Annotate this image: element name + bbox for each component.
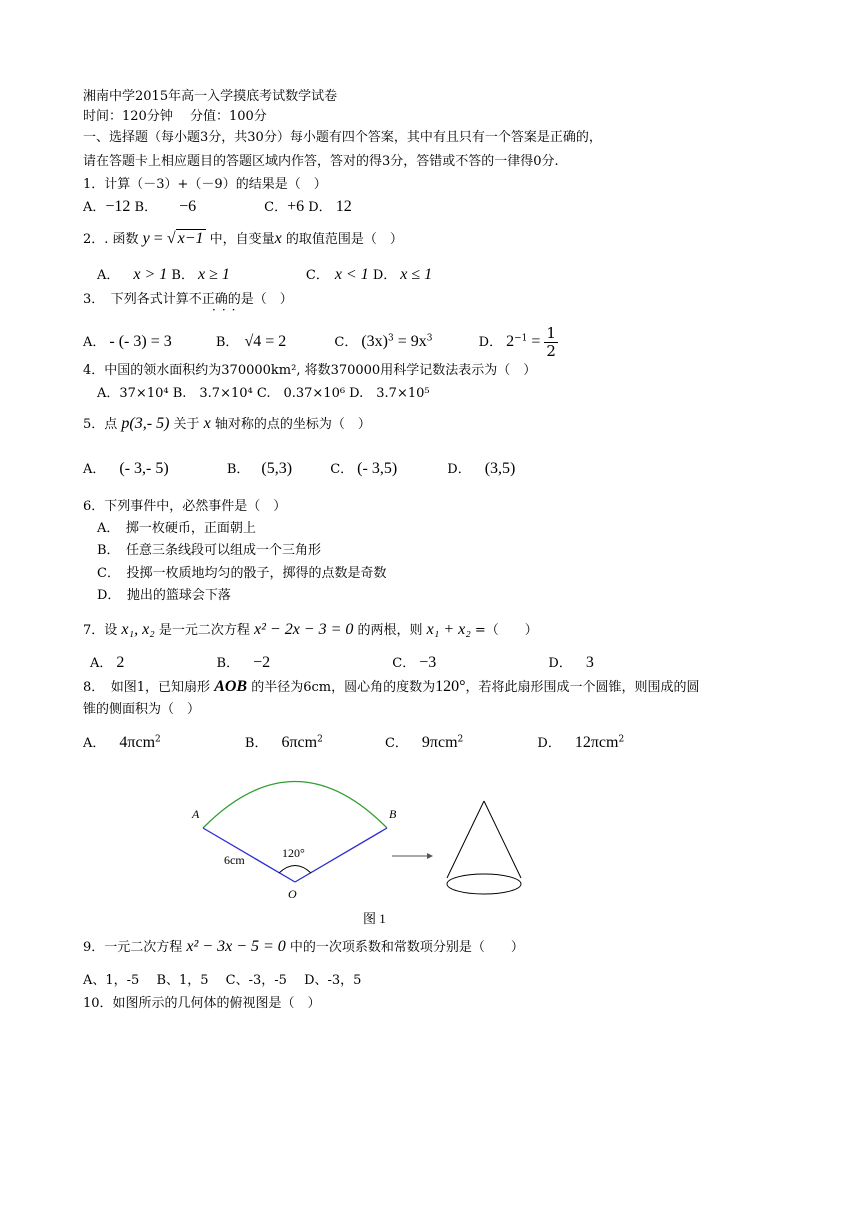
- question-8-line-2: 锥的侧面积为（ ）: [83, 702, 201, 717]
- arrow-head: [427, 853, 433, 859]
- question-4-options: A．37×10⁴ B. 3.7×10⁴ C. 0.37×10⁶ D. 3.7×10⁵: [97, 386, 430, 401]
- question-3-options: A． - (- 3) = 3 B． √4 = 2 C． $(3x)^3 = 9x^3$ D． $2^{-1}$ = $\frac{1}{2}$: [83, 324, 556, 360]
- section-instructions-1: 一、选择题（每小题3分，共30分）每小题有四个答案，其中有且只有一个答案是正确的，: [83, 130, 602, 145]
- sector-arc: [203, 782, 387, 829]
- label-angle: 120°: [282, 846, 305, 860]
- sector-radius-ob: [295, 828, 387, 882]
- exam-title: 湘南中学2015年高一入学摸底考试数学试卷: [83, 89, 338, 104]
- question-7-options: A． 2 B． −2 C． −3 D． 3: [90, 654, 594, 671]
- question-2-options: A． x > 1 B． x ≥ 1 C． x < 1 D． x ≤ 1: [97, 266, 433, 283]
- question-6-option-a: A． 掷一枚硬币，正面朝上: [97, 521, 256, 536]
- question-7-stem: 7．设 x₁, x₂ 是一元二次方程 x² − 2x − 3 = 0 的两根，则 x₁ + x₂ =（ ）: [83, 621, 538, 638]
- cone-right-edge: [484, 801, 521, 878]
- question-10-stem: 10．如图所示的几何体的俯视图是（ ）: [83, 996, 321, 1011]
- angle-arc: [279, 866, 311, 874]
- question-9-options: A、1，-5 B、1，5 C、-3，-5 D、-3，5: [83, 973, 362, 988]
- label-o: O: [288, 887, 297, 901]
- cone-left-edge: [447, 801, 484, 878]
- section-instructions-2: 请在答题卡上相应题目的答题区域内作答，答对的得3分，答错或不答的一律得0分.: [83, 154, 559, 169]
- question-5-stem: 5．点 p(3,- 5) 关于 x 轴对称的点的坐标为（ ）: [83, 415, 371, 432]
- question-8-line-1: 8． 如图1，已知扇形 AOB 的半径为6cm，圆心角的度数为120°，若将此扇形围成一个圆锥，则围成的圆: [83, 678, 700, 695]
- question-1-stem: 1．计算（－3）+（－9）的结果是（ ）: [83, 177, 327, 192]
- figure-caption: 图 1: [363, 911, 386, 926]
- exam-time-score: 时间：120分钟 分值：100分: [83, 109, 267, 124]
- question-1-options: A．−12 B． −6 C．+6 D． 12: [83, 198, 352, 215]
- question-6-option-b: B． 任意三条线段可以组成一个三角形: [97, 543, 322, 558]
- question-5-options: A． (- 3,- 5) B． (5,3) C． (- 3,5) D． (3,5): [83, 460, 516, 477]
- question-8-options: A． 4πcm$^2$ B． 6πcm$^2$ C． 9πcm$^2$ D． 12πcm$^2$: [83, 734, 625, 751]
- figure-1: [0, 770, 860, 940]
- question-6-option-d: D． 抛出的篮球会下落: [97, 588, 231, 603]
- fraction-one-half: $\frac{1}{2}$: [546, 324, 556, 360]
- question-9-stem: 9．一元二次方程 x² − 3x − 5 = 0 中的一次项系数和常数项分别是（ ）: [83, 938, 524, 955]
- cone-base: [447, 874, 521, 894]
- question-4-stem: 4．中国的领水面积约为370000km², 将数370000用科学记数法表示为（ ）: [83, 363, 537, 378]
- question-6-stem: 6．下列事件中，必然事件是（ ）: [83, 499, 287, 514]
- emphasis-dots: ···: [212, 303, 242, 317]
- question-2-stem: 2．. 函数 y = √ x−1 中，自变量x 的取值范围是（ ）: [83, 230, 403, 247]
- label-b: B: [389, 807, 397, 821]
- question-3-stem: 3． 下列各式计算不正确的是（ ）: [83, 292, 293, 307]
- question-6-option-c: C． 投掷一枚质地均匀的骰子，掷得的点数是奇数: [97, 566, 387, 581]
- label-radius: 6cm: [224, 853, 245, 867]
- label-a: A: [192, 807, 200, 821]
